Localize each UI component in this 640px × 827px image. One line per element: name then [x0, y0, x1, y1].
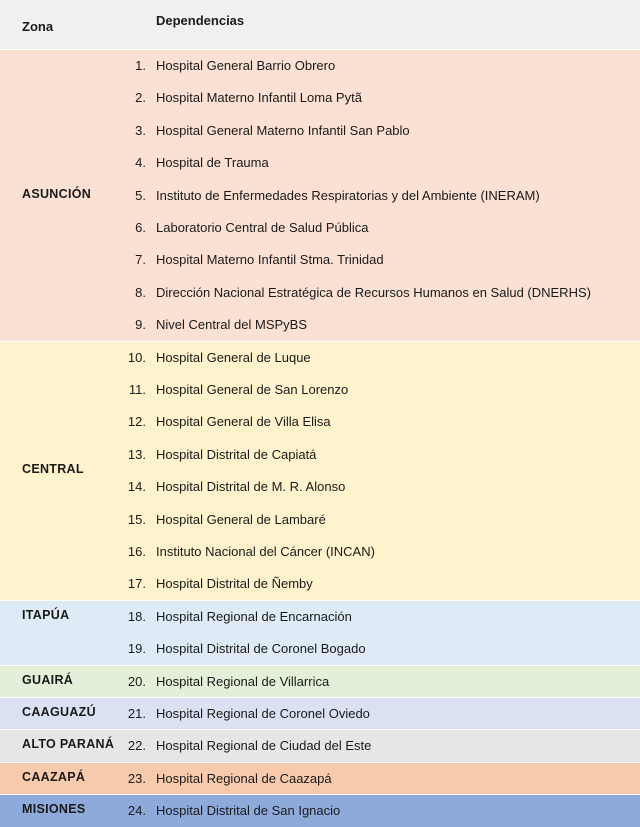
- list-item: [0, 730, 640, 762]
- zone-name: GUAIRÁ: [22, 672, 74, 687]
- item-number: 6.: [135, 220, 146, 235]
- item-number: 5.: [135, 187, 146, 203]
- item-number: 22.: [127, 738, 146, 754]
- list-item: [0, 309, 640, 341]
- item-label: Hospital General de San Lorenzo: [156, 381, 349, 397]
- list-item: [0, 568, 640, 600]
- item-label: Hospital Distrital de Coronel Bogado: [156, 641, 366, 657]
- header-zona: Zona: [22, 19, 54, 34]
- list-item: [0, 115, 640, 147]
- zone-name: ASUNCIÓN: [22, 186, 92, 201]
- item-number: 11.: [128, 381, 146, 397]
- zone-name: ITAPÚA: [22, 607, 70, 622]
- item-label: Hospital General de Luque: [156, 349, 311, 365]
- list-item: [0, 698, 640, 730]
- item-number: 4.: [135, 155, 146, 171]
- item-label: Hospital General de Lambaré: [156, 511, 326, 527]
- list-item: [0, 536, 640, 568]
- list-item: [0, 147, 640, 179]
- item-label: Hospital de Trauma: [156, 155, 269, 171]
- item-label: Hospital Distrital de Capiatá: [156, 446, 317, 462]
- item-number: 20.: [127, 673, 146, 689]
- header-dependencias: Dependencias: [156, 13, 245, 28]
- item-label: Hospital General Barrio Obrero: [156, 58, 336, 73]
- item-number: 17.: [127, 576, 146, 592]
- item-label: Hospital Distrital de San Ignacio: [156, 803, 341, 819]
- list-item: [0, 374, 640, 406]
- item-number: 10.: [127, 349, 146, 365]
- list-item: [0, 277, 640, 309]
- list-item: [0, 763, 640, 795]
- zone-name: CAAZAPÁ: [22, 769, 86, 784]
- item-label: Hospital Distrital de M. R. Alonso: [156, 479, 346, 495]
- zone-6: [0, 763, 640, 794]
- list-item: [0, 342, 640, 374]
- list-item: [0, 504, 640, 536]
- zone-4: [0, 698, 640, 729]
- item-number: 24.: [127, 803, 146, 819]
- list-item: [0, 633, 640, 665]
- zone-3: [0, 666, 640, 697]
- item-number: 3.: [135, 122, 146, 138]
- item-number: 8.: [135, 284, 146, 300]
- item-number: 19.: [127, 641, 146, 657]
- item-label: Dirección Nacional Estratégica de Recursos Humanos en Salud (DNERHS): [156, 284, 591, 300]
- list-item: [0, 666, 640, 698]
- list-item: [0, 601, 640, 633]
- zone-7: [0, 795, 640, 826]
- list-item: [0, 244, 640, 276]
- item-number: 9.: [135, 317, 146, 333]
- item-label: Hospital Regional de Caazapá: [156, 770, 332, 786]
- item-number: 13.: [127, 446, 146, 462]
- item-label: Hospital Regional de Villarrica: [156, 673, 330, 689]
- item-label: Nivel Central del MSPyBS: [156, 317, 307, 333]
- zone-name: CENTRAL: [22, 462, 84, 477]
- item-number: 14.: [127, 479, 146, 495]
- list-item: [0, 50, 640, 82]
- zone-name: MISIONES: [22, 802, 86, 817]
- list-item: [0, 212, 640, 244]
- item-number: 15.: [127, 511, 146, 527]
- zone-2: [0, 601, 640, 665]
- item-number: 2.: [135, 90, 146, 106]
- item-label: Hospital Regional de Coronel Oviedo: [156, 706, 370, 721]
- list-item: [0, 180, 640, 212]
- item-label: Hospital Regional de Ciudad del Este: [156, 738, 372, 754]
- zone-5: [0, 730, 640, 761]
- list-item: [0, 82, 640, 114]
- item-label: Hospital General Materno Infantil San Pablo: [156, 122, 410, 138]
- zone-name: ALTO PARANÁ: [22, 737, 115, 752]
- zone-name: CAAGUAZÚ: [22, 705, 96, 719]
- zone-1: [0, 342, 640, 600]
- item-label: Hospital Materno Infantil Loma Pytã: [156, 90, 362, 106]
- table-header: [0, 0, 640, 51]
- item-number: 21.: [127, 706, 146, 721]
- list-item: [0, 406, 640, 438]
- item-label: Hospital Materno Infantil Stma. Trinidad: [156, 252, 384, 268]
- item-number: 16.: [127, 543, 146, 559]
- item-number: 1.: [135, 58, 146, 73]
- item-number: 12.: [127, 414, 146, 430]
- list-item: [0, 439, 640, 471]
- list-item: [0, 795, 640, 827]
- item-label: Hospital General de Villa Elisa: [156, 414, 331, 430]
- item-number: 23.: [127, 770, 146, 786]
- item-label: Instituto de Enfermedades Respiratorias y del Ambiente (INERAM): [156, 187, 540, 203]
- list-item: [0, 471, 640, 503]
- item-number: 7.: [135, 252, 146, 268]
- item-label: Instituto Nacional del Cáncer (INCAN): [156, 543, 375, 559]
- item-label: Hospital Regional de Encarnación: [156, 608, 352, 624]
- item-number: 18.: [127, 608, 146, 624]
- zone-0: [0, 50, 640, 341]
- item-label: Laboratorio Central de Salud Pública: [156, 220, 369, 235]
- item-label: Hospital Distrital de Ñemby: [156, 576, 313, 592]
